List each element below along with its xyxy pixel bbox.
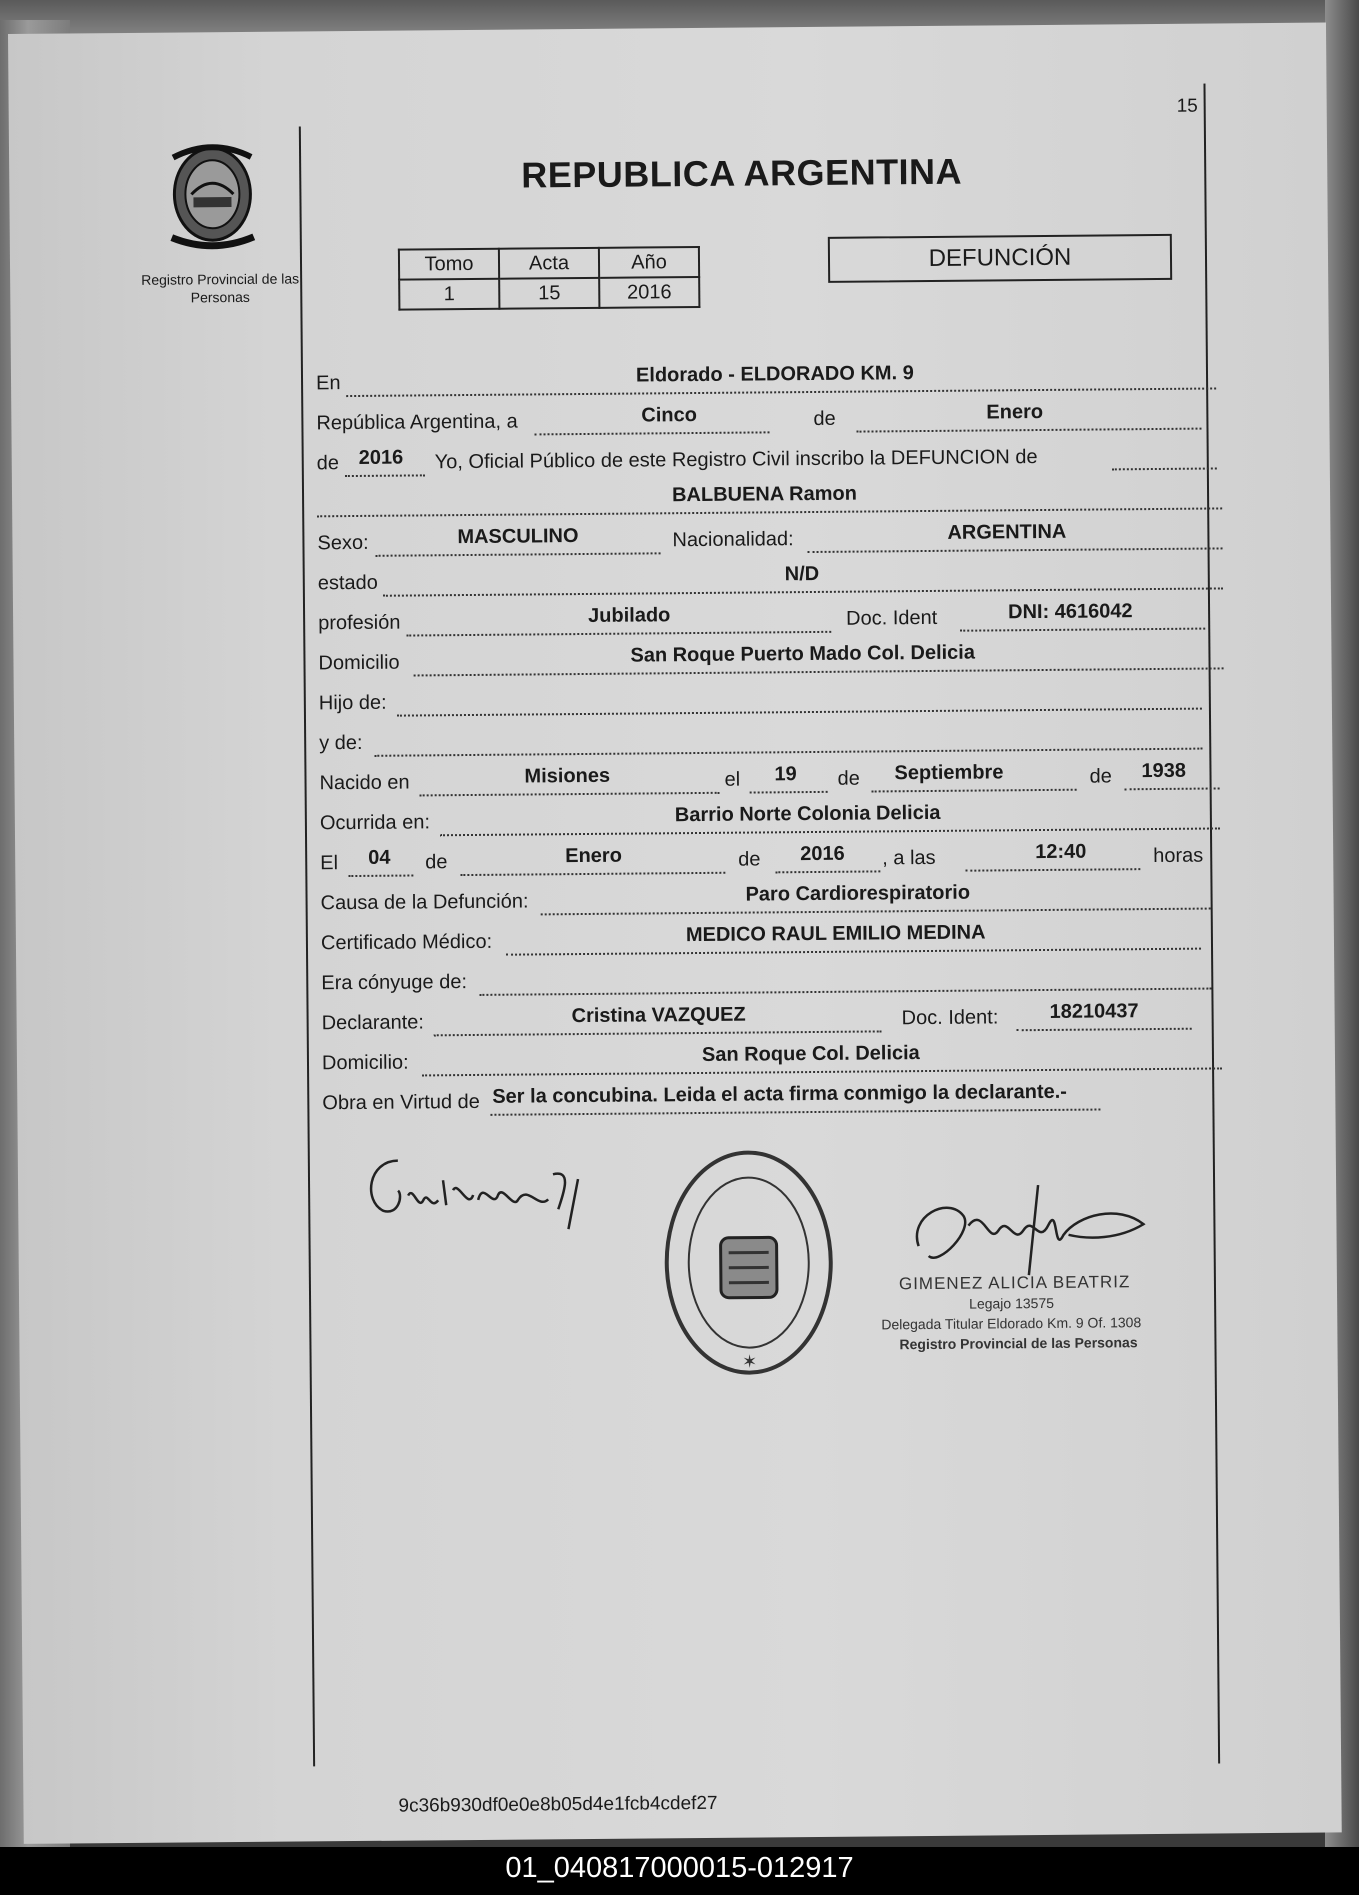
svg-text:✶: ✶ [741, 1351, 758, 1372]
declarant-signature [358, 1138, 659, 1261]
left-margin-rule [299, 126, 315, 1766]
value-deceased: BALBUENA Ramon [671, 482, 857, 507]
dotted-line [960, 628, 1205, 632]
dotted-line [420, 792, 720, 797]
label-doc-ident: Doc. Ident [846, 606, 938, 630]
officer-signature [888, 1184, 1159, 1286]
record-type-box: DEFUNCIÓN [828, 234, 1172, 283]
value-certificado: MEDICO RAUL EMILIO MEDINA [685, 921, 986, 947]
document-page [8, 22, 1342, 1843]
value-doc-ident: DNI: 4616042 [1007, 600, 1133, 624]
value-en: Eldorado - ELDORADO KM. 9 [635, 362, 914, 387]
label-en: En [315, 372, 341, 395]
value-year: 2016 [358, 446, 404, 469]
value-estado: N/D [784, 562, 820, 586]
dotted-line [406, 631, 831, 637]
value-domicilio-declarante: San Roque Col. Delicia [701, 1042, 920, 1066]
text-inscribo: Yo, Oficial Público de este Registro Civil inscribo la DEFUNCION de [434, 446, 1038, 474]
label-alas: , a las [882, 846, 936, 870]
dotted-line [434, 1030, 882, 1036]
dotted-line [1017, 1028, 1192, 1032]
value-ocurrida: Barrio Norte Colonia Delicia [674, 801, 941, 827]
dotted-line [1125, 787, 1220, 790]
label-profesion: profesión [318, 611, 401, 635]
label-horas: horas [1153, 844, 1204, 868]
officer-name: GIMENEZ ALICIA BEATRIZ [898, 1272, 1131, 1294]
dotted-line [535, 431, 770, 435]
label-estado: estado [317, 571, 378, 595]
label-yde: y de: [319, 731, 363, 755]
value-el-year: 2016 [800, 842, 845, 866]
value-nacionalidad: ARGENTINA [947, 520, 1067, 544]
value-sexo: MASCULINO [457, 525, 579, 549]
value-day: Cinco [641, 404, 698, 427]
label-hijo: Hijo de: [318, 691, 387, 715]
dotted-line [490, 1109, 1100, 1116]
dotted-line [1112, 467, 1217, 470]
label-de: de [425, 851, 448, 874]
label-de: de [813, 407, 836, 430]
dotted-line [965, 868, 1140, 872]
dotted-line [872, 789, 1077, 793]
value-el-day: 04 [368, 846, 391, 869]
delegation-seal-stamp [658, 1142, 840, 1384]
value-el-time: 12:40 [1035, 840, 1087, 864]
label-de: de [738, 848, 761, 871]
label-obra: Obra en Virtud de [322, 1090, 480, 1115]
value-doc-ident-declarante: 18210437 [1049, 1000, 1139, 1023]
registry-table [398, 246, 701, 311]
page-number: 15 [1176, 95, 1198, 117]
officer-registry: Registro Provincial de las Personas [899, 1334, 1138, 1353]
scan-identifier: 01_040817000015-012917 [505, 1852, 854, 1884]
province-coat-of-arms-icon [161, 142, 264, 255]
label-el: El [320, 852, 339, 875]
label-sexo: Sexo: [317, 531, 369, 555]
header-ano: Año [599, 247, 699, 278]
label-nacionalidad: Nacionalidad: [672, 528, 794, 552]
label-doc-ident-declarante: Doc. Ident: [901, 1006, 999, 1030]
label-nacido: Nacido en [319, 771, 410, 795]
dotted-line [460, 872, 725, 876]
header-acta: Acta [499, 248, 599, 279]
value-tomo: 1 [399, 279, 499, 310]
header-tomo: Tomo [399, 249, 499, 280]
label-declarante: Declarante: [321, 1011, 425, 1035]
document-hash: 9c36b930df0e0e8b05d4e1fcb4cdef27 [398, 1792, 718, 1817]
value-acta: 15 [499, 278, 599, 309]
officer-legajo: Legajo 13575 [969, 1294, 1055, 1312]
value-nacido-day: 19 [774, 763, 797, 786]
dotted-line [376, 552, 661, 556]
value-causa: Paro Cardiorespiratorio [745, 881, 971, 906]
label-ocurrida: Ocurrida en: [319, 811, 431, 835]
dotted-line [348, 874, 413, 877]
label-domicilio-declarante: Domicilio: [321, 1051, 409, 1075]
label-el: el [724, 768, 741, 791]
label-domicilio: Domicilio [318, 651, 400, 675]
label-certificado: Certificado Médico: [320, 930, 493, 955]
registry-name: Registro Provincial de las Personas [141, 270, 300, 306]
dotted-line [856, 428, 1201, 433]
label-de: de [837, 767, 860, 790]
value-domicilio: San Roque Puerto Mado Col. Delicia [630, 641, 976, 667]
value-month: Enero [986, 400, 1044, 424]
value-declarante: Cristina VAZQUEZ [571, 1003, 746, 1028]
label-causa: Causa de la Defunción: [320, 890, 529, 915]
dotted-line [345, 474, 425, 477]
value-ano: 2016 [599, 277, 699, 308]
value-nacido-year: 1938 [1141, 759, 1187, 783]
dotted-line [808, 547, 1223, 553]
value-nacido-month: Septiembre [894, 761, 1004, 785]
document-title: REPUBLICA ARGENTINA [521, 150, 963, 196]
dotted-line [750, 791, 828, 794]
label-republica: República Argentina, a [316, 410, 518, 435]
value-profesion: Jubilado [588, 604, 671, 627]
label-de: de [1089, 765, 1112, 788]
officer-title: Delegada Titular Eldorado Km. 9 Of. 1308 [881, 1314, 1142, 1333]
dotted-line [775, 870, 880, 873]
value-obra: Ser la concubina. Leida el acta firma conmigo la declarante.- [492, 1080, 1068, 1108]
label-conyuge: Era cónyuge de: [321, 971, 468, 995]
field-obra [322, 1073, 1227, 1121]
value-el-month: Enero [565, 844, 622, 868]
label-de-year: de [316, 452, 340, 475]
value-nacido-place: Misiones [524, 764, 611, 788]
